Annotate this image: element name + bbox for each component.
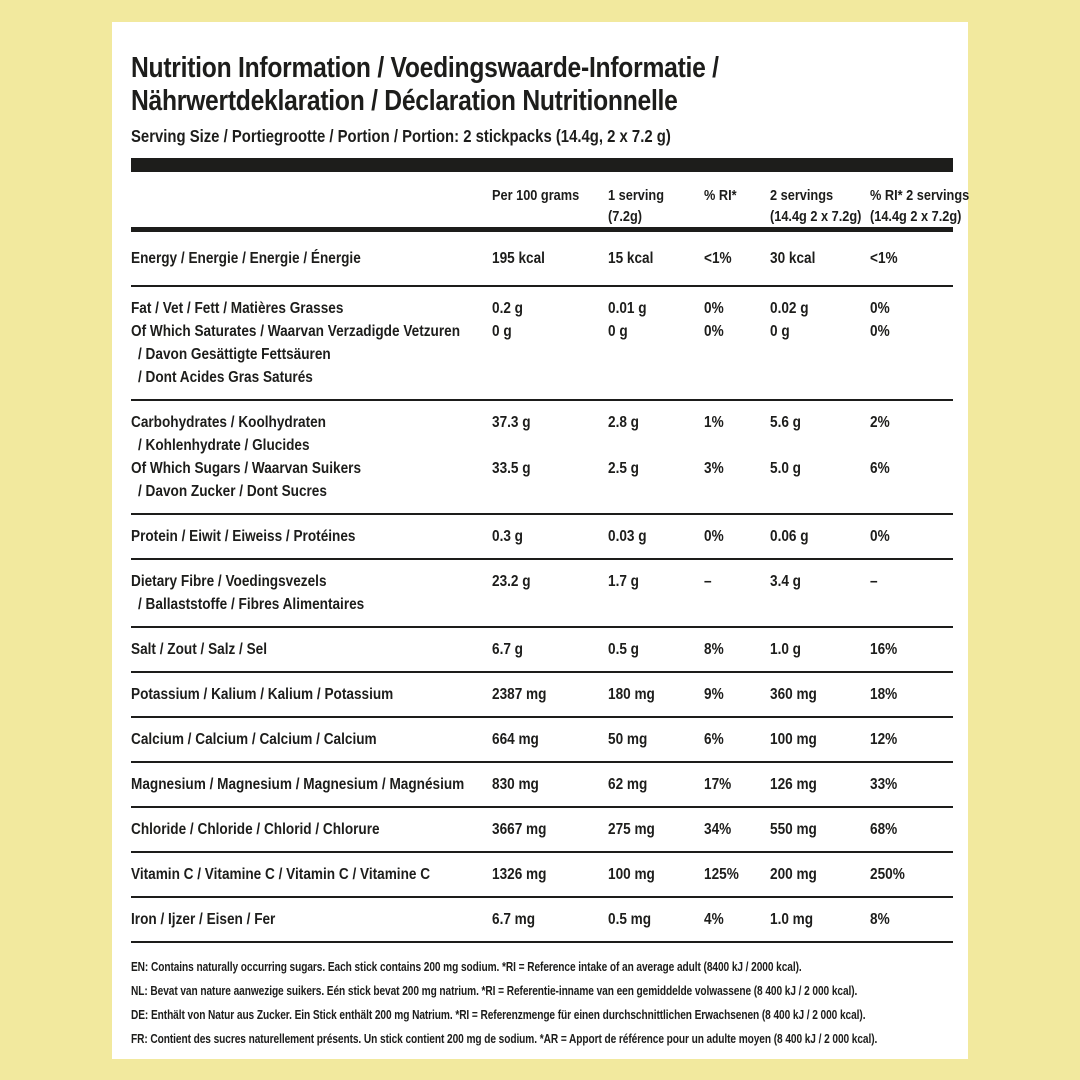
text: 6.7 mg [492,911,536,928]
table-row-salt [131,628,953,673]
row-label-potassium-line1 [131,683,492,706]
footnote-2 [131,979,953,1003]
column-header-4 [770,185,870,227]
text: 0.5 mg [608,911,652,928]
text: 250% [870,866,905,883]
value-chloride-col2 [608,818,704,841]
text: 8% [870,911,890,928]
row-label-dietary-fibre-line1 [131,570,492,593]
text: 830 mg [492,776,539,793]
value-dietary-fibre-col2 [608,570,704,593]
value-carbohydrates-col5 [870,411,953,434]
text: Energy / Energie / Energie / Énergie [131,250,361,267]
text: / Ballaststoffe / Fibres Alimentaires [138,596,365,613]
text: 0% [870,300,890,317]
text: 9% [704,686,724,703]
value-energy-col5 [870,247,953,270]
text: Magnesium / Magnesium / Magnesium / Magnésium [131,776,465,793]
text: 360 mg [770,686,817,703]
row-label-calcium-line1 [131,728,492,751]
value-fat-col4 [770,297,870,320]
text: 275 mg [608,821,655,838]
value-chloride-col5 [870,818,953,841]
text: 0 g [608,323,628,340]
text: / Davon Gesättigte Fettsäuren [138,346,331,363]
value-energy-col4 [770,247,870,270]
nutrition-label-card [112,22,968,1059]
serving-size: Serving Size / Portiegrootte / Portion / Portion: 2 stickpacks (14.4g, 2 x 7.2 g) [131,126,671,146]
footnote-1 [131,955,953,979]
value-vitamin-c-col1 [492,863,608,886]
table-row-carbohydrates [131,401,953,515]
value-magnesium-col5 [870,773,953,796]
value-potassium-col3 [704,683,770,706]
text: 6.7 g [492,641,523,658]
text: (7.2g) [608,208,643,225]
text: / Dont Acides Gras Saturés [138,369,313,386]
text: 100 mg [608,866,655,883]
column-header-line2 [870,206,962,227]
table-row-dietary-fibre [131,560,953,628]
value-carbohydrates-col3 [704,411,770,434]
value-calcium-col5 [870,728,953,751]
row-label-magnesium-line1 [131,773,492,796]
text: Salt / Zout / Salz / Sel [131,641,268,658]
row-label-carbohydrates-line3 [131,457,492,480]
value-chloride-col1 [492,818,608,841]
text: 23.2 g [492,573,531,590]
value-protein-col3 [704,525,770,548]
text: 0.5 g [608,641,639,658]
table-header-row [131,172,970,227]
value-energy-col2 [608,247,704,270]
text: Calcium / Calcium / Calcium / Calcium [131,731,377,748]
value-vitamin-c-col5 [870,863,953,886]
text: 30 kcal [770,250,816,267]
text: 0% [870,528,890,545]
table-row-vitamin-c [131,853,953,898]
text: 126 mg [770,776,817,793]
column-header-3 [704,185,770,227]
footnote-4 [131,1027,953,1051]
text: 50 mg [608,731,648,748]
table-row-fat [131,287,953,401]
text: Of Which Sugars / Waarvan Suikers [131,460,362,477]
table-row-chloride [131,808,953,853]
footnote-3 [131,1003,953,1027]
text: FR: Contient des sucres naturellement présents. Un stick contient 200 mg de sodium. *AR = Apport de référence pour un adulte moyen (8 400 kJ / 2 000 kcal). [131,1031,878,1046]
value-potassium-col2 [608,683,704,706]
text: 1.7 g [608,573,639,590]
value-carbohydrates-col2 [608,411,704,434]
row-label-salt-line1 [131,638,492,661]
text: – [704,573,712,590]
text: 3% [704,460,724,477]
text: 62 mg [608,776,648,793]
value-energy-col3 [704,247,770,270]
text: 6% [870,460,890,477]
row-label-energy-line1 [131,247,492,270]
value-magnesium-col4 [770,773,870,796]
value-carbohydrates-col1 [492,411,608,434]
column-header-line1 [608,185,704,206]
text: 2387 mg [492,686,547,703]
text: 3667 mg [492,821,547,838]
text: 195 kcal [492,250,545,267]
value-salt-col5 [870,638,953,661]
text: Fat / Vet / Fett / Matières Grasses [131,300,344,317]
text: 1.0 g [770,641,801,658]
text: % RI* 2 servings [870,187,970,204]
text: Iron / Ijzer / Eisen / Fer [131,911,276,928]
text: 1 serving [608,187,664,204]
text: 664 mg [492,731,539,748]
value-magnesium-col1 [492,773,608,796]
column-header-line1 [770,185,870,206]
value-potassium-col5 [870,683,953,706]
value-chloride-col3 [704,818,770,841]
text: 0.2 g [492,300,523,317]
text: 0.03 g [608,528,647,545]
value-chloride-col4 [770,818,870,841]
text: <1% [704,250,732,267]
page-title-line1: Nutrition Information / Voedingswaarde-Informatie / [131,52,719,84]
text: / Davon Zucker / Dont Sucres [138,483,327,500]
column-header-line1 [870,185,970,206]
value-dietary-fibre-col4 [770,570,870,593]
value-iron-col3 [704,908,770,931]
text: 1326 mg [492,866,547,883]
text: 6% [704,731,724,748]
text: 12% [870,731,898,748]
value-carbohydrates-col3 [704,457,770,480]
value-fat-col4 [770,320,870,343]
value-carbohydrates-col1 [492,457,608,480]
text: 33.5 g [492,460,531,477]
value-carbohydrates-col5 [870,457,953,480]
value-dietary-fibre-col3 [704,570,770,593]
value-fat-col3 [704,320,770,343]
text: DE: Enthält von Natur aus Zucker. Ein Stick enthält 200 mg Natrium. *RI = Referenzmenge für einen durchschnittlichen Erwachsenen (8 400 kJ / 2 000 kcal). [131,1007,866,1022]
value-carbohydrates-col2 [608,457,704,480]
table-row-iron [131,898,953,943]
text: 15 kcal [608,250,654,267]
value-fat-col5 [870,320,953,343]
text: 0% [704,528,724,545]
text: (14.4g 2 x 7.2g) [770,208,862,225]
text: NL: Bevat van nature aanwezige suikers. Eén stick bevat 200 mg natrium. *RI = Referentie-inname van een gemiddelde volwassene (8 400 kJ / 2 000 kcal). [131,983,858,998]
text: Per 100 grams [492,187,580,204]
value-dietary-fibre-col5 [870,570,953,593]
text: 17% [704,776,732,793]
text: 37.3 g [492,414,531,431]
value-protein-col2 [608,525,704,548]
text: 1.0 mg [770,911,814,928]
value-magnesium-col3 [704,773,770,796]
value-fat-col3 [704,297,770,320]
value-fat-col2 [608,297,704,320]
text: 5.6 g [770,414,801,431]
value-carbohydrates-col4 [770,457,870,480]
text: 1% [704,414,724,431]
value-fat-col1 [492,320,608,343]
value-fat-col1 [492,297,608,320]
value-fat-col5 [870,297,953,320]
row-label-carbohydrates-line1 [131,411,492,434]
text: / Kohlenhydrate / Glucides [138,437,310,454]
value-fat-col2 [608,320,704,343]
text: <1% [870,250,898,267]
value-iron-col2 [608,908,704,931]
text: 2 servings [770,187,834,204]
text: 180 mg [608,686,655,703]
value-salt-col1 [492,638,608,661]
value-vitamin-c-col3 [704,863,770,886]
value-carbohydrates-col4 [770,411,870,434]
text: Protein / Eiwit / Eiweiss / Protéines [131,528,356,545]
row-label-fat-line2 [131,320,492,343]
table-row-magnesium [131,763,953,808]
text: Carbohydrates / Koolhydraten [131,414,326,431]
text: Dietary Fibre / Voedingsvezels [131,573,327,590]
value-vitamin-c-col4 [770,863,870,886]
text: 100 mg [770,731,817,748]
value-calcium-col4 [770,728,870,751]
row-label-carbohydrates-line2 [131,434,492,457]
row-label-fat-line1 [131,297,492,320]
row-label-dietary-fibre-line2 [131,593,492,616]
column-header-5 [870,185,970,227]
text: Chloride / Chloride / Chlorid / Chlorure [131,821,380,838]
text: 34% [704,821,732,838]
text: 2.5 g [608,460,639,477]
value-iron-col5 [870,908,953,931]
footnotes [131,955,953,1051]
column-header-line1 [704,185,770,206]
column-header-line2 [608,206,704,227]
value-protein-col4 [770,525,870,548]
row-label-fat-line3 [131,343,492,366]
table-row-energy [131,232,953,287]
table-row-calcium [131,718,953,763]
value-iron-col4 [770,908,870,931]
value-calcium-col1 [492,728,608,751]
text: 0% [704,323,724,340]
text: 5.0 g [770,460,801,477]
text: 125% [704,866,739,883]
column-header-1 [492,185,608,227]
text: % RI* [704,187,737,204]
value-calcium-col3 [704,728,770,751]
text: 33% [870,776,898,793]
text: 0% [870,323,890,340]
text: 0.06 g [770,528,809,545]
top-divider-bar [131,158,953,172]
table-row-protein [131,515,953,560]
column-header-line2 [770,206,870,227]
value-dietary-fibre-col1 [492,570,608,593]
text: (14.4g 2 x 7.2g) [870,208,962,225]
text: 0 g [770,323,790,340]
value-calcium-col2 [608,728,704,751]
value-potassium-col4 [770,683,870,706]
text: Vitamin C / Vitamine C / Vitamin C / Vitamine C [131,866,431,883]
column-header-line1 [492,185,608,206]
value-salt-col2 [608,638,704,661]
text: 0.01 g [608,300,647,317]
column-header-2 [608,185,704,227]
text: 3.4 g [770,573,801,590]
value-protein-col5 [870,525,953,548]
value-potassium-col1 [492,683,608,706]
text: EN: Contains naturally occurring sugars. Each stick contains 200 mg sodium. *RI = Reference intake of an average adult (8400 kJ / 2000 kcal). [131,959,802,974]
text: 8% [704,641,724,658]
page-title-line2: Nährwertdeklaration / Déclaration Nutritionnelle [131,85,678,117]
table-row-potassium [131,673,953,718]
nutrition-table [131,232,953,943]
row-label-chloride-line1 [131,818,492,841]
value-vitamin-c-col2 [608,863,704,886]
text: 68% [870,821,898,838]
value-salt-col4 [770,638,870,661]
row-label-carbohydrates-line4 [131,480,492,503]
text: 0.02 g [770,300,809,317]
text: 16% [870,641,898,658]
text: 0 g [492,323,512,340]
value-energy-col1 [492,247,608,270]
value-protein-col1 [492,525,608,548]
text: 4% [704,911,724,928]
row-label-vitamin-c-line1 [131,863,492,886]
text: 0% [704,300,724,317]
text: 2% [870,414,890,431]
text: 550 mg [770,821,817,838]
text: 2.8 g [608,414,639,431]
row-label-protein-line1 [131,525,492,548]
text: Of Which Saturates / Waarvan Verzadigde Vetzuren [131,323,461,340]
text: 200 mg [770,866,817,883]
text: Potassium / Kalium / Kalium / Potassium [131,686,394,703]
text: – [870,573,878,590]
value-salt-col3 [704,638,770,661]
text: 18% [870,686,898,703]
page-title [131,52,953,118]
value-iron-col1 [492,908,608,931]
value-magnesium-col2 [608,773,704,796]
row-label-fat-line4 [131,366,492,389]
text: 0.3 g [492,528,523,545]
row-label-iron-line1 [131,908,492,931]
